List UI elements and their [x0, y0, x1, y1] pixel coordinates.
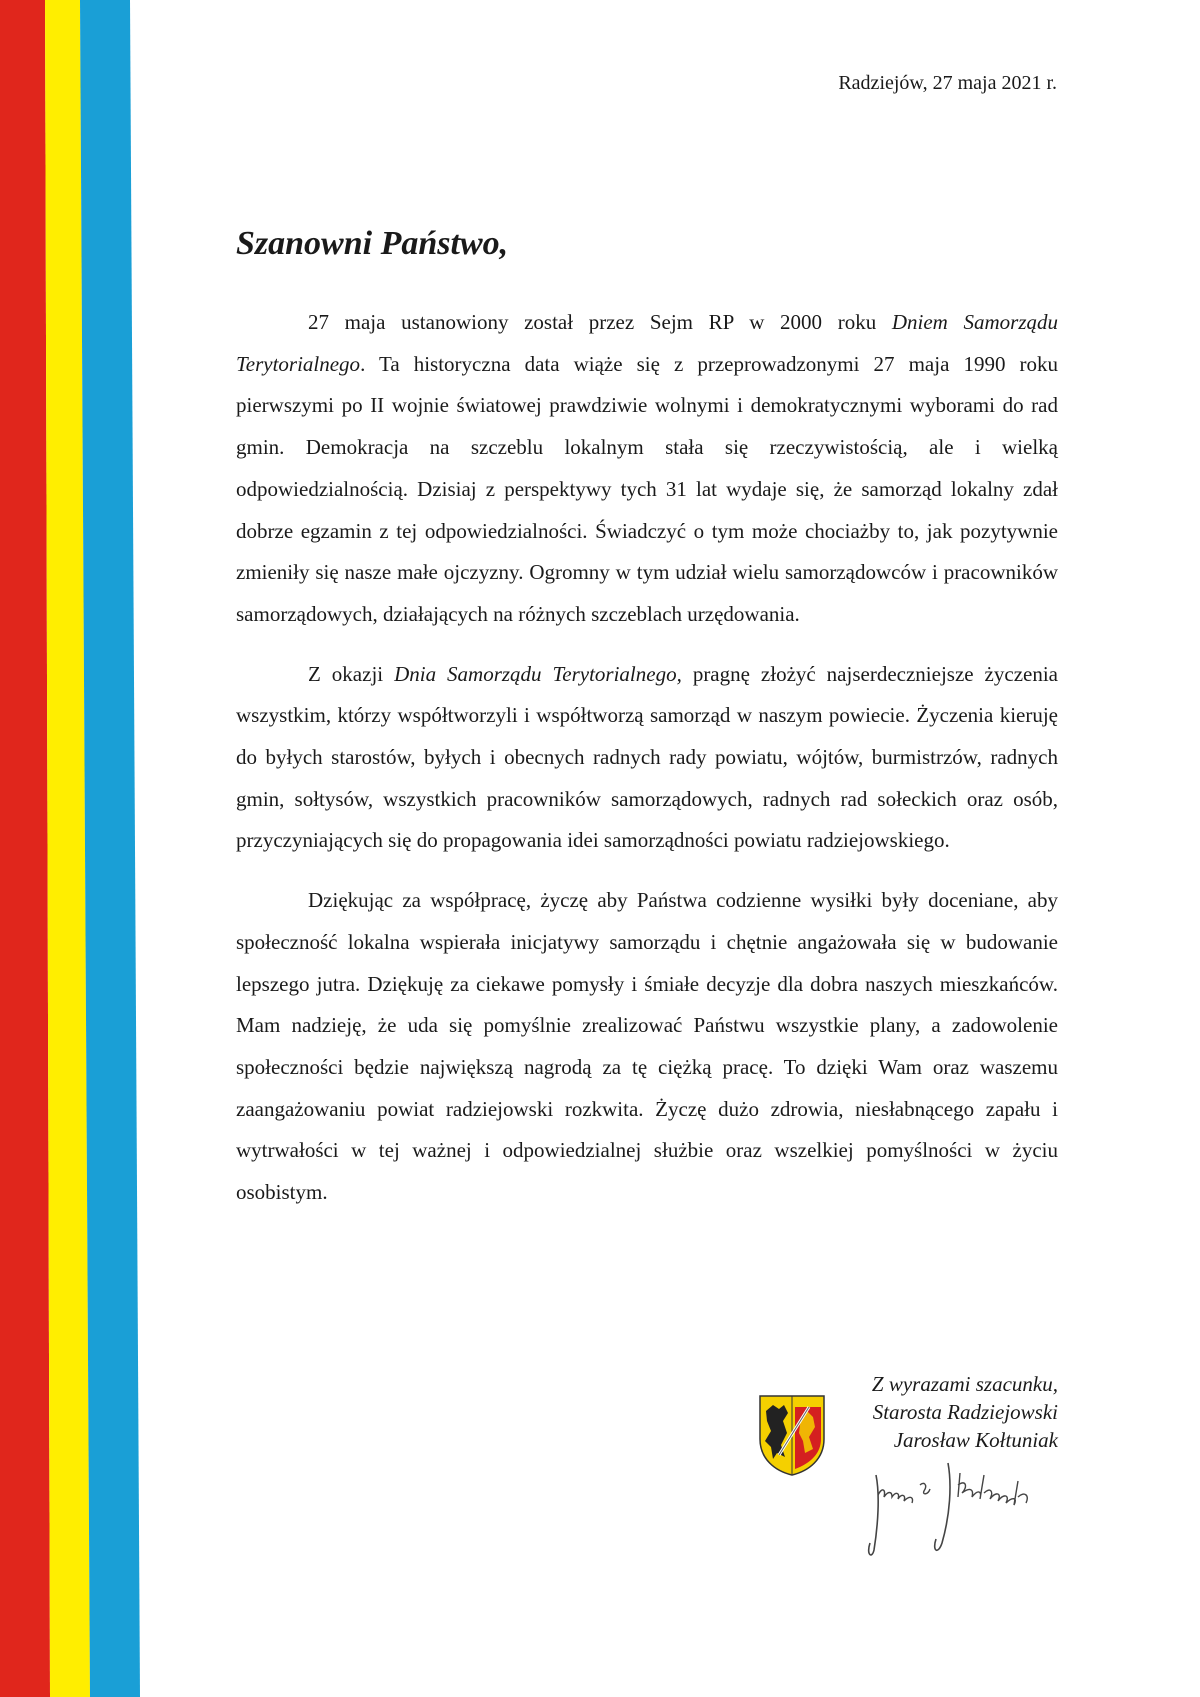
closing-block: [872, 1370, 1058, 1454]
letter-body: [236, 302, 1058, 1232]
red-stripe: [0, 0, 50, 1697]
tricolor-side-stripes: [0, 0, 150, 1697]
closing-line-title: Starosta Radziejowski: [872, 1400, 1058, 1424]
paragraph-1-text-a: 27 maja ustanowiony został przez Sejm RP w 2000 roku: [308, 310, 892, 334]
paragraph-1: [236, 302, 1058, 636]
radziejow-county-coat-of-arms-icon: [757, 1393, 827, 1477]
paragraph-2-emphasis: Dnia Samorządu Terytorialnego,: [394, 661, 682, 686]
paragraph-2-text-c: pragnę złożyć najserdeczniejsze życzenia wszystkim, którzy współtworzyli i współtworzą samorząd w naszym powiecie. Życzenia kieruję do byłych starostów, byłych i obecnych radnych rady powiatu, wójtów, burmistrzów, radnych gmin, sołtysów, wszystkich pracowników samorządowych, radnych rad sołeckich oraz osób, przyczyniających się do propagowania idei samorządności powiatu radziejowskiego.: [236, 661, 1058, 853]
paragraph-2: [236, 654, 1058, 863]
salutation: Szanowni Państwo,: [236, 225, 509, 262]
blue-stripe: [80, 0, 140, 1697]
paragraph-2-text-a: Z okazji: [308, 661, 395, 686]
paragraph-1-emphasis: Dniem Samorządu Terytorialnego: [236, 310, 1059, 376]
handwritten-signature-icon: [862, 1455, 1052, 1565]
letter-date: Radziejów, 27 maja 2021 r.: [838, 72, 1057, 94]
paragraph-3: Dziękując za współpracę, życzę aby Państwa codzienne wysiłki były doceniane, aby społeczność lokalna wspierała inicjatywy samorządu i chętnie angażowała się w budowanie lepszego jutra. Dziękuję za ciekawe pomysły i śmiałe decyzje dla dobra naszych mieszkańców. Mam nadzieję, że uda się pomyślnie zrealizować Państwu wszystkie plany, a zadowolenie społeczności będzie największą nagrodą za tę ciężką pracę. To dzięki Wam oraz waszemu zaangażowaniu powiat radziejowski rozkwita. Życzę dużo zdrowia, niesłabnącego zapału i wytrwałości w tej ważnej i odpowiedzialnej służbie oraz wszelkiej pomyślności w życiu osobistym.: [236, 888, 1058, 1205]
closing-line-regards: Z wyrazami szacunku,: [871, 1372, 1058, 1396]
closing-line-name: Jarosław Kołtuniak: [893, 1428, 1058, 1452]
paragraph-1-text-c: . Ta historyczna data wiąże się z przeprowadzonymi 27 maja 1990 roku pierwszymi po II wojnie światowej prawdziwie wolnymi i demokratycznymi wyborami do rad gmin. Demokracja na szczeblu lokalnym stała się rzeczywistością, ale i wielką odpowiedzialnością. Dzisiaj z perspektywy tych 31 lat wydaje się, że samorząd lokalny zdał dobrze egzamin z tej odpowiedzialności. Świadczyć o tym może chociażby to, jak pozytywnie zmieniły się nasze małe ojczyzny. Ogromny w tym udział wielu samorządowców i pracowników samorządowych, działających na różnych szczeblach urzędowania.: [236, 351, 1058, 626]
